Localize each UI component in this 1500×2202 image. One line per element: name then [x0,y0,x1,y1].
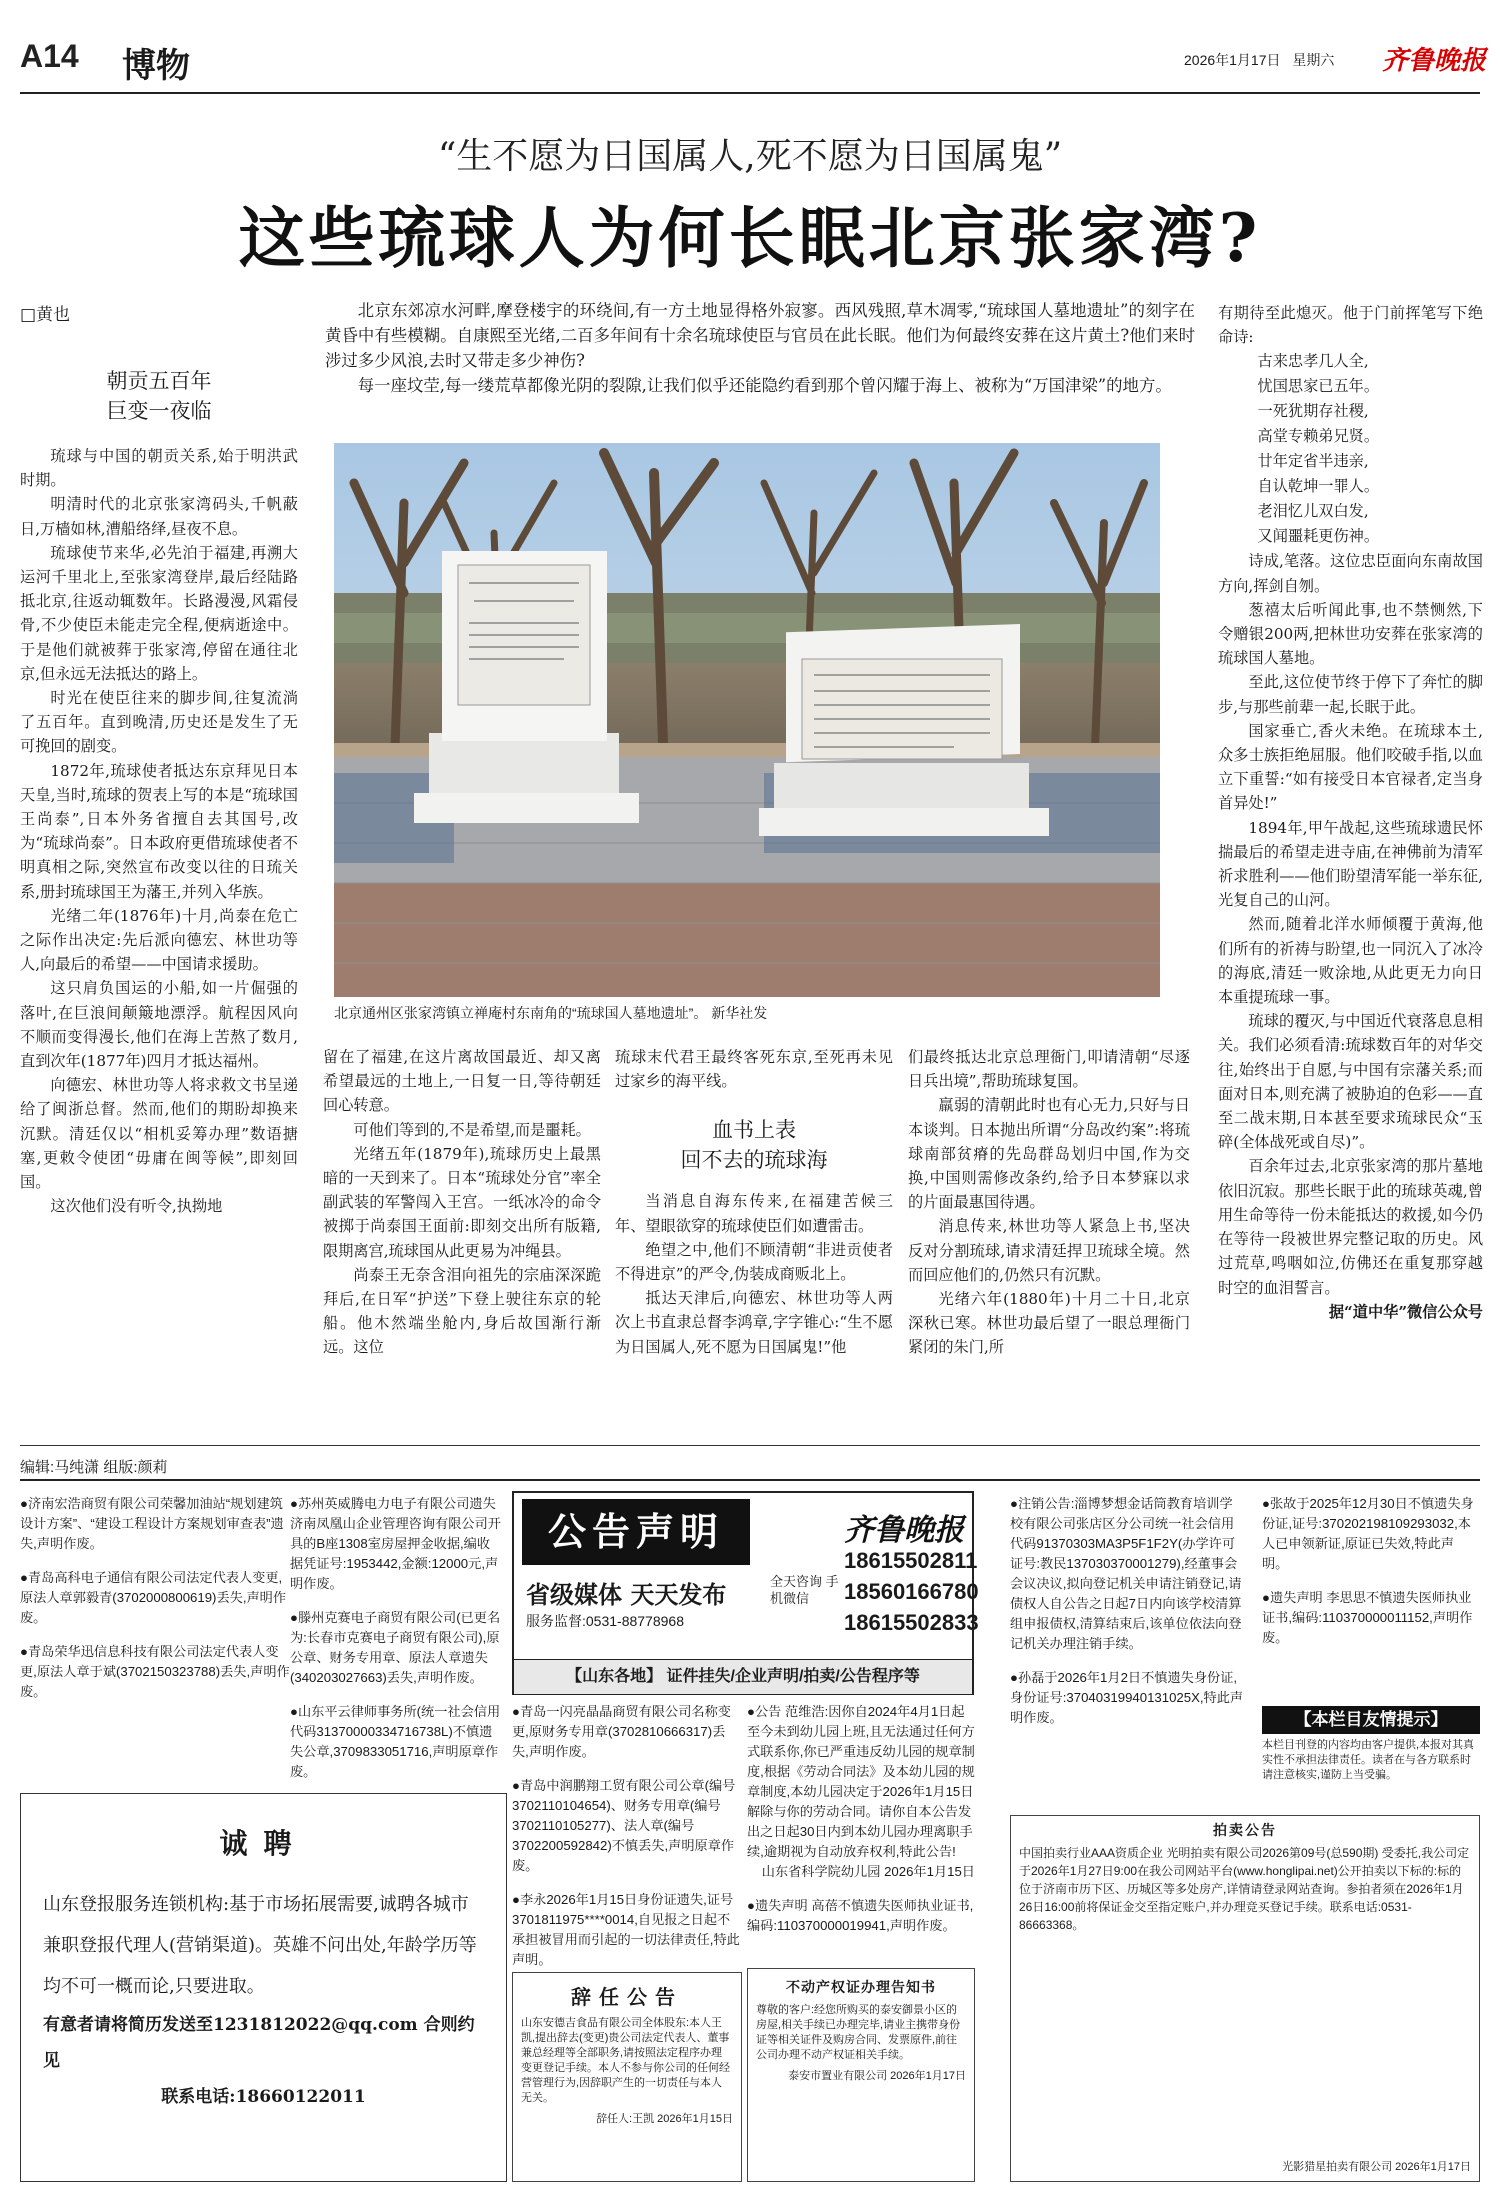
paragraph: 光绪六年(1880年)十月二十日,北京深秋已寒。林世功最后望了一眼总理衙门紧闭的朱门,所 [908,1290,1190,1357]
paragraph: 这只肩负国运的小船,如一片倔强的落叶,在巨浪间颠簸地漂浮。航程因风向不顺而变得漫长,他们在海上苦熬了数月,直到次年(1877年)四月才抵达福州。 [20,979,298,1071]
poem-line: 老泪忆儿双白发, [1257,502,1369,521]
recruitment-email: 有意者请将简历发送至1231812022@qq.com 合则约见 [43,2015,475,2071]
paragraph: 当消息自海东传来,在福建苦候三年、望眼欲穿的琉球使臣们如遭雷击。 [615,1192,893,1235]
ad-phone-label: 全天咨询 手机微信 [770,1574,839,1606]
classified-item: ●滕州克赛电子商贸有限公司(已更名为:长春市克赛电子商贸有限公司),原公章、财务专用章、原法人章遗失(340203027663)丢失,声明作废。 [290,1610,501,1685]
recruitment-phone: 联系电话:18660122011 [161,2087,366,2107]
classified-column-1 [20,1494,290,1716]
article-column-5 [1218,301,1483,1324]
paragraph: 葱禧太后听闻此事,也不禁恻然,下令赠银200两,把林世功安葬在张家湾的琉球国人墓地。 [1218,600,1483,668]
classified-column-5 [1010,1494,1245,1742]
poem-line: 忧国思家已五年。 [1257,377,1380,396]
poem [1218,349,1483,549]
paragraph: 光绪五年(1879年),琉球历史上最黑暗的一天到来了。日本“琉球处分官”率全副武装的军警闯入王宫。一纸冰冷的命令被掷于尚泰国王面前:即刻交出所有版籍,限期离宫,琉球国从此更易为冲绳县。 [323,1144,601,1260]
paragraph: 百余年过去,北京张家湾的那片墓地依旧沉寂。那些长眠于此的琉球英魂,曾用生命等待一份未能抵达的救援,如今仍在等待一段被世界完整记取的历史。风过荒草,鸣咽如泣,仿佛还在重复那穿越时空的血泪誓言。 [1218,1157,1483,1297]
section-heading-line: 回不去的琉球海 [680,1148,828,1173]
classified-item: ●山东平云律师事务所(统一社会信用代码31370000334716738L)不慎遗失公章,3709833051716,声明原章作废。 [290,1704,501,1779]
page-number: A14 [20,38,79,74]
classified-signature: 山东省科学院幼儿园 2026年1月15日 [761,1864,975,1879]
classified-item: ●苏州英威腾电力电子有限公司遗失济南凤凰山企业管理咨询有限公司开具的B座1308室房屋押金收据,编收据凭证号:1953442,金额:12000元,声明作废。 [290,1496,501,1591]
paragraph: 可他们等到的,不是希望,而是噩耗。 [353,1120,591,1139]
notice-ad-banner [512,1491,979,1695]
paragraph: 琉球的覆灭,与中国近代衰落息息相关。我们必须看清:琉球数百年的对华交往,始终出于自愿,与中国有宗藩关系;而面对日本,则充满了被胁迫的色彩——直至二战末期,日本甚至要求琉球民众“玉碎(全体战死或自尽)”。 [1218,1012,1483,1152]
property-foot: 泰安市置业有限公司 2026年1月17日 [788,2070,966,2082]
poem-line: 廿年定省半违亲, [1257,452,1369,471]
ad-phone: 18615502811 [844,1548,978,1573]
paragraph: 琉球使节来华,必先泊于福建,再溯大运河千里北上,至张家湾登岸,最后经陆路抵北京,往返动辄数年。长路漫漫,风霜侵骨,不少使臣未能走完全程,便病逝途中。于是他们就被葬于张家湾,停留在通往北京,但永远无法抵达的路上。 [20,543,298,683]
section-name: 博物 [122,46,190,86]
classified-item: ●青岛高科电子通信有限公司法定代表人变更,原法人章郭毅青(3702000800619)丢失,声明作废。 [20,1570,287,1625]
weekday-text: 星期六 [1292,52,1335,68]
cemetery-photo [334,443,1160,997]
paragraph: 向德宏、林世功等人将求救文书呈递给了闽浙总督。然而,他们的期盼却换来沉默。清廷仅以“相机妥筹办理”数语搪塞,更敕令使团“毋庸在闽等候”,即刻回国。 [20,1076,298,1192]
paragraph: 有期待至此熄灭。他于门前挥笔写下绝命诗: [1218,304,1483,347]
classified-item: ●遗失声明 李思思不慎遗失医师执业证书,编码:110370000011152,声明作废。 [1262,1590,1473,1645]
section-heading [20,366,298,426]
paragraph: 绝望之中,他们不顾清朝“非进贡使者不得进京”的严令,伪装成商贩北上。 [615,1240,893,1284]
resignation-body: 山东安德吉食品有限公司全体股东:本人王凯,提出辞去(变更)贵公司法定代表人、董事兼总经理等全部职务,请按照法定程序办理变更登记手续。本人不参与你公司的任何经营管理行为,因辞职产生的一切责任与本人无关。 [521,2017,730,2104]
recruitment-title: 诚聘 [219,1827,308,1860]
paragraph: 尚泰王无奈含泪向祖先的宗庙深深跪拜后,在日军“护送”下登上驶往东京的轮船。他木然端坐舱内,身后故国渐行渐远。这位 [323,1265,601,1357]
classified-item: ●青岛荣华迅信息科技有限公司法定代表人变更,原法人章于斌(3702150323788)丢失,声明作废。 [20,1644,290,1699]
date-text: 2026年1月17日 [1184,52,1281,68]
recruitment-notice [20,1793,507,2182]
paragraph: 琉球与中国的朝贡关系,始于明洪武时期。 [20,447,298,490]
classified-column-3 [512,1702,742,1984]
byline: □黄也 [20,305,71,325]
section-heading-line: 血书上表 [712,1118,796,1143]
article-subtitle: “生不愿为日国属人,死不愿为日国属鬼” [437,136,1063,177]
paragraph: 留在了福建,在这片离故国最近、却又离希望最远的土地上,一日复一日,等待朝廷回心转意。 [323,1048,601,1115]
ad-phone: 18560166780 [844,1579,979,1604]
reminder-title: 【本栏目友情提示】 [1262,1706,1480,1734]
property-title: 不动产权证办理告知书 [786,1980,936,1996]
ad-phone: 18615502833 [844,1610,979,1635]
classified-item: ●孙磊于2026年1月2日不慎遗失身份证,身份证号:37040319940131025X,特此声明作废。 [1010,1670,1244,1725]
ad-phone-list [844,1545,979,1638]
photo-caption: 北京通州区张家湾镇立禅庵村东南角的“琉球国人墓地遗址”。 新华社发 [334,1005,768,1021]
poem-line: 一死犹期存社稷, [1257,402,1369,421]
paragraph: 这次他们没有听令,执拗地 [50,1197,223,1216]
newspaper-logo: 齐鲁晚报 [1382,46,1487,76]
issue-date [1184,50,1342,70]
divider [20,1479,1480,1481]
auction-body: 中国拍卖行业AAA资质企业 光明拍卖有限公司2026第09号(总590期) 受委托,我公司定于2026年1月27日9:00在我公司网站平台(www.honglipai.net)公开拍卖以下标的:标的位于济南市历下区、历城区等多处房产,详情请登录网站查询。参拍者须在2026年1月26日16:00前将保证金交至指定账户,并办理竞买登记手续。联系电话:0531-86663368。 [1019,1846,1470,1932]
classified-item: ●张故于2025年12月30日不慎遗失身份证,证号:370202198109293032,本人已申领新证,原证已失效,特此声明。 [1262,1496,1474,1571]
classified-item: ●青岛一闪亮晶晶商贸有限公司名称变更,原财务专用章(3702810666317)丢失,声明作废。 [512,1704,731,1759]
ad-hotline: 服务监督:0531-88778968 [526,1613,684,1629]
article-column-2 [323,1045,601,1360]
header-rule [20,92,1480,94]
property-body: 尊敬的客户:经您所购买的泰安御景小区的房屋,相关手续已办理完毕,请业主携带身份证等相关证件及购房合同、发票原件,前往公司办理不动产权证相关手续。 [756,2004,961,2061]
article-column-3 [615,1045,893,1359]
article-title: 这些琉球人为何长眠北京张家湾? [238,199,1262,277]
lead-paragraph: 每一座坟茔,每一缕荒草都像光阴的裂隙,让我们似乎还能隐约看到那个曾闪耀于海上、被称为“万国津梁”的地方。 [357,376,1172,395]
paragraph: 诗成,笔落。这位忠臣面向东南故国方向,挥剑自刎。 [1218,552,1483,595]
resignation-sign: 辞任人:王凯 2026年1月15日 [596,2113,733,2125]
recruitment-body: 山东登报服务连锁机构:基于市场拓展需要,诚聘各城市兼职登报代理人(营销渠道)。英雄不问出处,年龄学历等均不可一概而论,只要进取。 [43,1894,477,1997]
paragraph: 明清时代的北京张家湾码头,千帆蔽日,万樯如林,漕船络绎,昼夜不息。 [20,495,298,538]
paragraph: 1894年,甲午战起,这些琉球遗民怀揣最后的希望走进寺庙,在神佛前为清军祈求胜利——他们盼望清军能一举东征,光复自己的山河。 [1218,818,1483,910]
divider [20,1445,1480,1446]
article-lead [325,298,1195,398]
poem-line: 又闻噩耗更伤神。 [1257,527,1380,546]
ad-title: 公告声明 [522,1499,750,1565]
auction-title: 拍卖公告 [1213,1823,1277,1839]
paragraph: 们最终抵达北京总理衙门,叩请清朝“尽逐日兵出境”,帮助琉球复国。 [908,1048,1190,1091]
ad-brand-logo: 齐鲁晚报 [844,1513,964,1548]
classified-item: ●青岛中润鹏翔工贸有限公司公章(编号3702110104654)、财务专用章(编号3702110105277)、法人章(编号3702200592842)不慎丢失,声明原章作废。 [512,1778,736,1873]
section-heading-line: 朝贡五百年 [106,369,212,393]
poem-line: 高堂专赖弟兄贤。 [1257,427,1380,446]
poem-line: 自认乾坤一罪人。 [1257,477,1380,496]
paragraph: 时光在使臣往来的脚步间,往复流淌了五百年。直到晚清,历史还是发生了无可挽回的剧变。 [20,689,298,756]
reminder-text: 本栏目刊登的内容均由客户提供,本报对其真实性不承担法律责任。读者在与各方联系时请注意核实,谨防上当受骗。 [1262,1739,1475,1781]
property-notice [747,1968,975,2182]
source-note: 据“道中华”微信公众号 [1328,1302,1483,1321]
classified-item: ●李永2026年1月15日身份证遗失,证号3701811975****0014,自见报之日起不承担被冒用而引起的一切法律责任,特此声明。 [512,1892,740,1967]
article-column-1 [20,444,298,1219]
resignation-notice [512,1972,742,2182]
editor-credits: 编辑:马纯潇 组版:颜莉 [20,1459,168,1476]
classified-column-4 [747,1702,975,1950]
classified-column-6 [1262,1494,1480,1662]
paragraph: 然而,随着北洋水师倾覆于黄海,他们所有的祈祷与盼望,也一同沉入了冰冷的海底,清廷一败涂地,从此更无力向日本重提琉球一事。 [1218,915,1483,1007]
auction-notice [1010,1815,1480,2182]
photo-illustration [334,443,1160,997]
section-heading-line: 巨变一夜临 [106,399,212,423]
article-column-4 [908,1045,1190,1360]
section-heading [615,1115,893,1175]
paragraph: 1872年,琉球使者抵达东京拜见日本天皇,当时,琉球的贺表上写的本是“琉球国王尚泰”,日本外务省擅自去其国号,改为“琉球尚泰”。日本政府更借琉球使者不明真相之际,突然宣布改变以往的日琉关系,册封琉球国王为藩王,并列入华族。 [20,761,298,901]
classified-item: ●济南宏浩商贸有限公司荣馨加油站“规划建筑设计方案”、“建设工程设计方案规划审查表”遗失,声明作废。 [20,1496,284,1551]
poem-line: 古来忠孝几人全, [1257,352,1369,371]
ad-services-bar: 【山东各地】 证件挂失/企业声明/拍卖/公告程序等 [514,1659,972,1694]
classified-item: ●注销公告:淄博梦想金话筒教育培训学校有限公司张店区分公司统一社会信用代码91370303MA3P5F1F2Y(办学许可证号:教民137030370001279),经董事会会议决议,拟向登记机关申请注销登记,请债权人自公告之日起7日内向该学校清算组申报债权,清算结束后,该单位依法向登记机关办理注销手续。 [1010,1496,1242,1651]
paragraph: 抵达天津后,向德宏、林世功等人两次上书直隶总督李鸿章,字字锥心:“生不愿为日国属人,死不愿为日国属鬼!”他 [615,1289,893,1356]
paragraph: 琉球末代君王最终客死东京,至死再未见过家乡的海平线。 [615,1048,893,1091]
paragraph: 光绪二年(1876年)十月,尚泰在危亡之际作出决定:先后派向德宏、林世功等人,向最后的希望——中国请求援助。 [20,906,298,974]
resignation-title: 辞任公告 [571,1985,683,2009]
classified-item: ●公告 范维浩:因你自2024年4月1日起至今未到幼儿园上班,且无法通过任何方式联系你,你已严重违反幼儿园的规章制度,根据《劳动合同法》及本幼儿园的规章制度,本幼儿园决定于2026年1月15日解除与你的劳动合同。请你自本公告发出之日起30日内到本幼儿园办理离职手续,逾期视为自动放弃权利,特此公告! [747,1704,975,1859]
paragraph: 消息传来,林世功等人紧急上书,坚决反对分割琉球,请求清廷捍卫琉球全境。然而回应他们的,仍然只有沉默。 [908,1217,1190,1284]
paragraph: 国家垂亡,香火未绝。在琉球本土,众多士族拒绝屈服。他们咬破手指,以血立下重誓:“如有接受日本官禄者,定当身首异处!” [1218,721,1483,813]
ad-tagline: 省级媒体 天天发布 [526,1580,727,1609]
auction-foot: 光影猎星拍卖有限公司 2026年1月17日 [1282,2161,1471,2173]
lead-paragraph: 北京东郊凉水河畔,摩登楼宇的环绕间,有一方土地显得格外寂寥。西风残照,草木凋零,“琉球国人墓地遗址”的刻字在黄昏中有些模糊。自康熙至光绪,二百多年间有十余名琉球使臣与官员在此长眠。他们为何最终安葬在这片黄土?他们来时涉过多少风浪,去时又带走多少神伤? [325,301,1195,370]
paragraph: 至此,这位使节终于停下了奔忙的脚步,与那些前辈一起,长眠于此。 [1218,673,1483,716]
paragraph: 羸弱的清朝此时也有心无力,只好与日本谈判。日本抛出所谓“分岛改约案”:将琉球南部贫瘠的先岛群岛划归中国,作为交换,中国则需修改条约,给予日本梦寐以求的片面最惠国待遇。 [908,1096,1190,1212]
classified-column-2 [290,1494,502,1796]
classified-item: ●遗失声明 高蓓不慎遗失医师执业证书,编码:110370000019941,声明作废。 [747,1898,974,1933]
